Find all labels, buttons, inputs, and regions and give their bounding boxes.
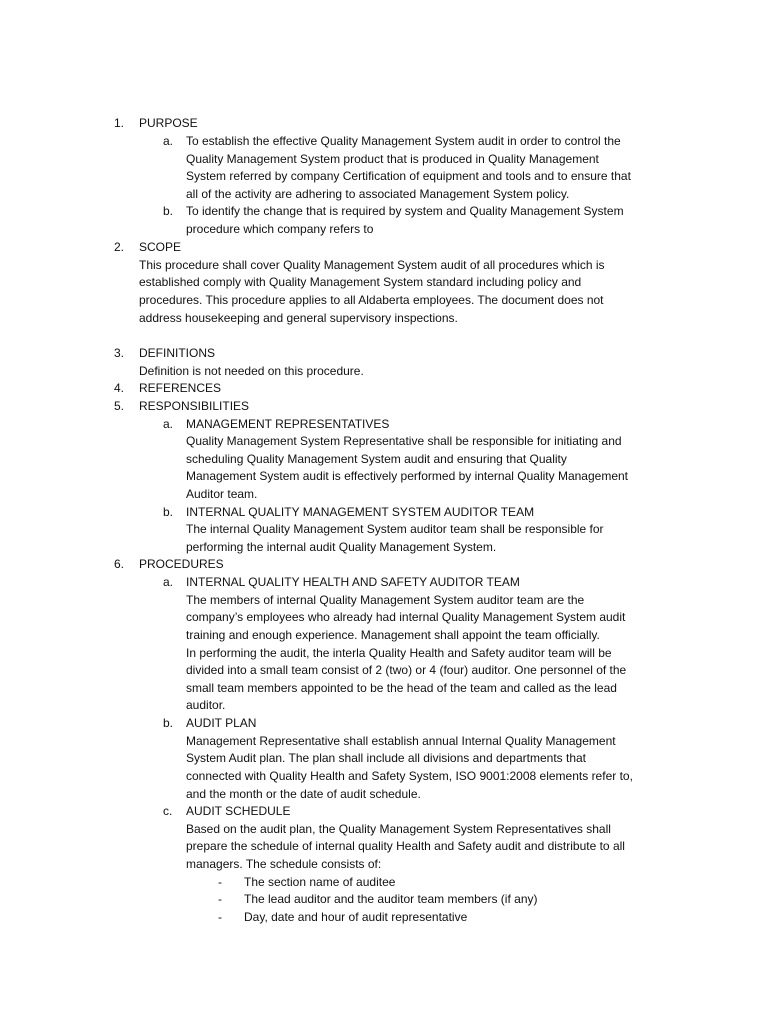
paragraph-line: Quality Management System product that is produced in Quality Management [186, 152, 599, 166]
paragraph-line: and the month or the date of audit schedule. [186, 787, 421, 801]
paragraph-line: To identify the change that is required by system and Quality Management System [186, 204, 624, 218]
paragraph-line: connected with Quality Health and Safety System, ISO 9001:2008 elements refer to, [186, 769, 633, 783]
paragraph-line: managers. The schedule consists of: [186, 857, 382, 871]
paragraph-line: In performing the audit, the interla Quality Health and Safety auditor team will be [186, 646, 612, 660]
bullet-marker: - [218, 910, 222, 924]
paragraph-line: address housekeeping and general supervisory inspections. [139, 311, 458, 325]
item-letter: b. [163, 716, 174, 730]
bullet-item: The lead auditor and the auditor team members (if any) [244, 892, 538, 906]
paragraph-line: Management System audit is effectively performed by internal Quality Management [186, 469, 628, 483]
bullet-marker: - [218, 892, 222, 906]
item-title: AUDIT SCHEDULE [186, 804, 291, 818]
paragraph-line: Auditor team. [186, 487, 258, 501]
paragraph-line: company’s employees who already had internal Quality Management System audit [186, 610, 626, 624]
paragraph-line: all of the activity are adhering to associated Management System policy. [186, 187, 570, 201]
bullet-item: Day, date and hour of audit representative [244, 910, 468, 924]
item-letter: b. [163, 204, 174, 218]
paragraph-line: The internal Quality Management System auditor team shall be responsible for [186, 522, 604, 536]
paragraph-line: auditor. [186, 698, 226, 712]
item-letter: a. [163, 575, 174, 589]
section-title: PURPOSE [139, 116, 198, 130]
paragraph-line: prepare the schedule of internal quality Health and Safety audit and distribute to all [186, 839, 625, 853]
section-title: DEFINITIONS [139, 346, 216, 360]
item-title: AUDIT PLAN [186, 716, 257, 730]
bullet-marker: - [218, 875, 222, 889]
paragraph-line: Based on the audit plan, the Quality Management System Representatives shall [186, 822, 611, 836]
section-title: SCOPE [139, 240, 182, 254]
section-title: REFERENCES [139, 381, 222, 395]
paragraph-line: Management Representative shall establish annual Internal Quality Management [186, 734, 616, 748]
paragraph-line: divided into a small team consist of 2 (two) or 4 (four) auditor. One personnel of the [186, 663, 627, 677]
paragraph-line: The members of internal Quality Management System auditor team are the [186, 593, 585, 607]
paragraph-line: small team members appointed to be the head of the team and called as the lead [186, 681, 617, 695]
paragraph-line: To establish the effective Quality Management System audit in order to control the [186, 134, 621, 148]
item-title: INTERNAL QUALITY HEALTH AND SAFETY AUDITOR TEAM [186, 575, 520, 589]
section-title: RESPONSIBILITIES [139, 399, 250, 413]
item-letter: a. [163, 134, 174, 148]
paragraph-line: Definition is not needed on this procedure. [139, 364, 364, 378]
item-letter: c. [163, 804, 173, 818]
paragraph-line: This procedure shall cover Quality Management System audit of all procedures which is [139, 258, 605, 272]
section-number: 1. [114, 116, 125, 130]
paragraph-line: scheduling Quality Management System audit and ensuring that Quality [186, 452, 567, 466]
item-title: INTERNAL QUALITY MANAGEMENT SYSTEM AUDITOR TEAM [186, 505, 535, 519]
bullet-item: The section name of auditee [244, 875, 396, 889]
section-number: 5. [114, 399, 125, 413]
section-number: 4. [114, 381, 125, 395]
section-number: 6. [114, 557, 125, 571]
section-number: 3. [114, 346, 125, 360]
paragraph-line: established comply with Quality Management System standard including policy and [139, 275, 582, 289]
item-letter: a. [163, 417, 174, 431]
paragraph-line: System Audit plan. The plan shall include all divisions and departments that [186, 751, 587, 765]
paragraph-line: training and enough experience. Management shall appoint the team officially. [186, 628, 600, 642]
section-title: PROCEDURES [139, 557, 224, 571]
paragraph-line: procedure which company refers to [186, 222, 374, 236]
paragraph-line: System referred by company Certification of equipment and tools and to ensure that [186, 169, 631, 183]
item-title: MANAGEMENT REPRESENTATIVES [186, 417, 390, 431]
paragraph-line: procedures. This procedure applies to all Aldaberta employees. The document does not [139, 293, 604, 307]
paragraph-line: performing the internal audit Quality Management System. [186, 540, 497, 554]
section-number: 2. [114, 240, 125, 254]
item-letter: b. [163, 505, 174, 519]
paragraph-line: Quality Management System Representative shall be responsible for initiating and [186, 434, 622, 448]
